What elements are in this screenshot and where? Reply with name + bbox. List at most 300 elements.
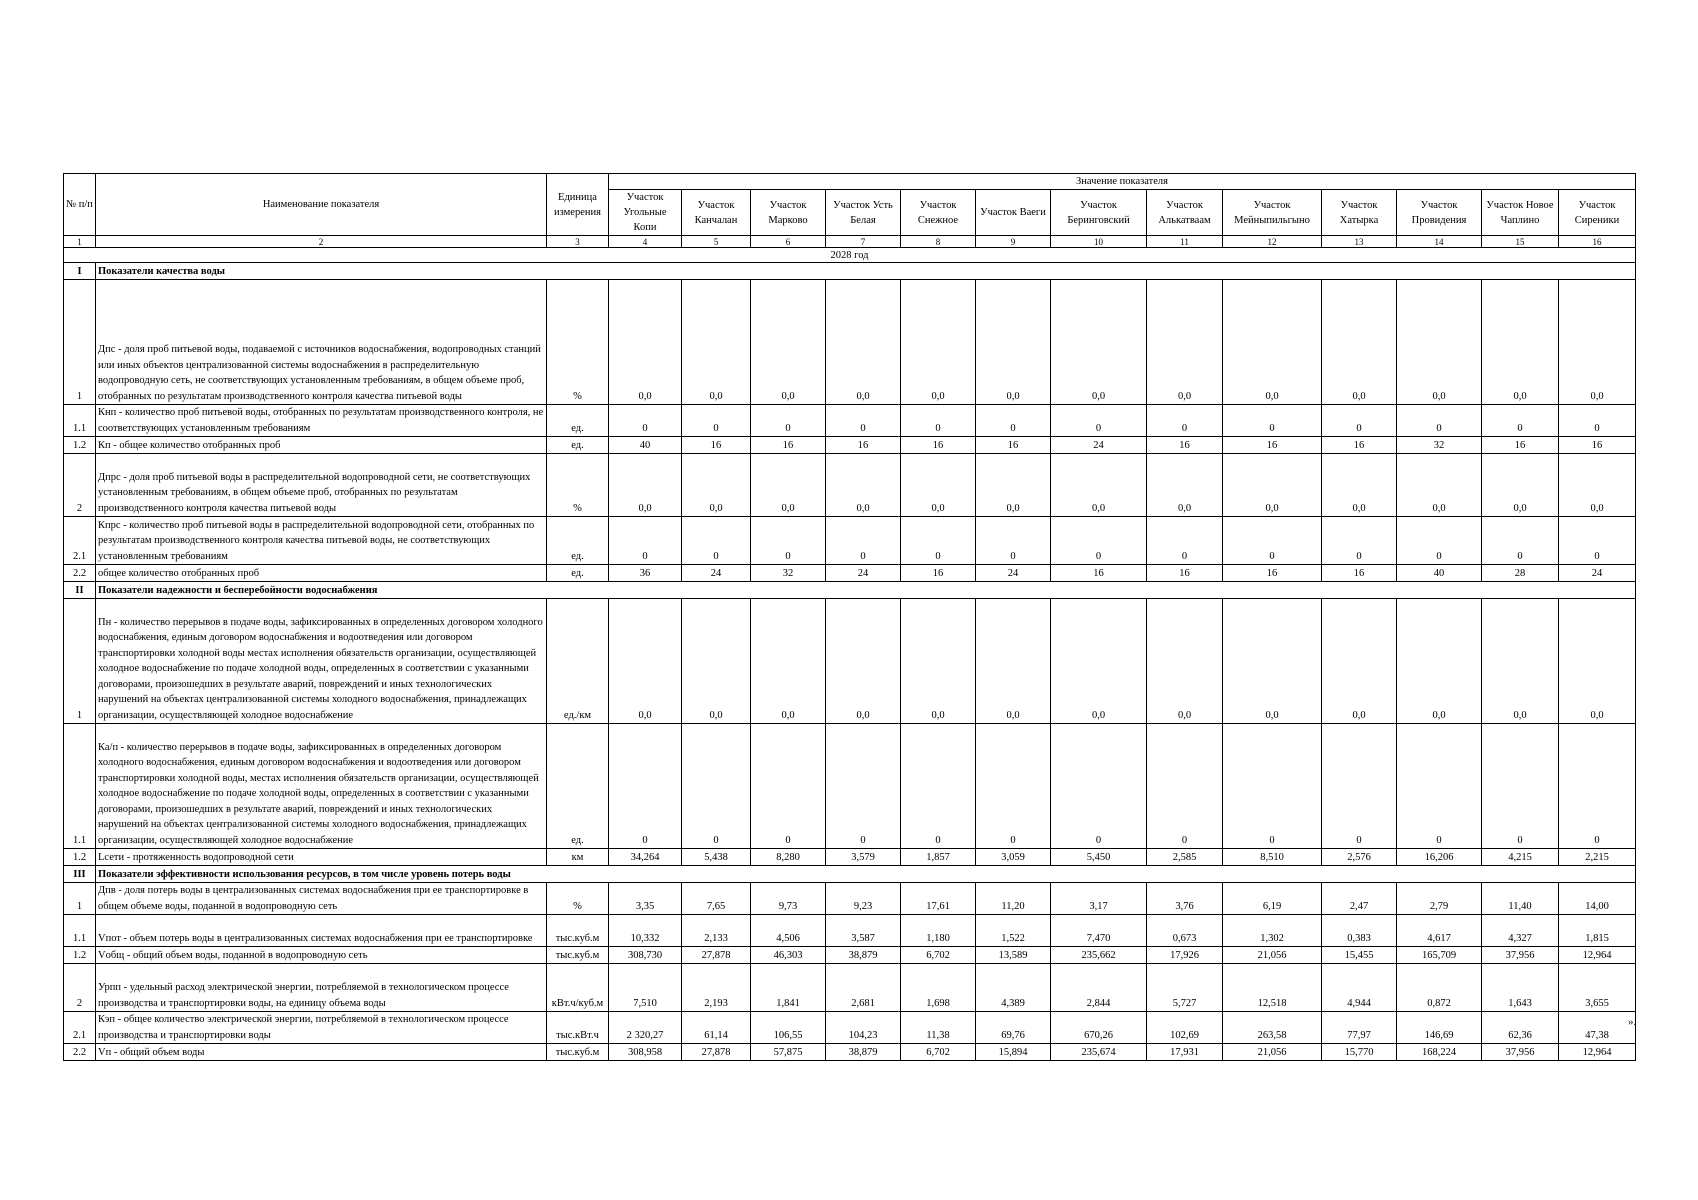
row-number: 1.1 (64, 915, 96, 947)
table-row (64, 883, 1636, 915)
table-row (64, 724, 1636, 849)
value-cell: 11,40 (1482, 883, 1559, 915)
value-cell: 46,303 (751, 947, 826, 964)
value-cell: 1,815 (1559, 915, 1636, 947)
value-cell: 0,0 (1051, 454, 1147, 517)
column-number-7: 7 (826, 236, 901, 248)
value-cell: 7,470 (1051, 915, 1147, 947)
value-cell: 0 (1559, 405, 1636, 437)
value-cell: 16 (1322, 565, 1397, 582)
indicator-name: Дпв - доля потерь воды в централизованных системах водоснабжения при ее транспортировке в общем объеме воды, поданной в водопроводную сеть (96, 883, 547, 915)
table-row (64, 454, 1636, 517)
value-cell: 0,0 (1147, 280, 1223, 405)
value-cell: 308,730 (609, 947, 682, 964)
value-cell: 6,19 (1223, 883, 1322, 915)
section-number: II (64, 582, 96, 599)
value-cell: 3,76 (1147, 883, 1223, 915)
value-cell: 38,879 (826, 947, 901, 964)
value-cell: 0 (901, 517, 976, 565)
value-cell: 2,681 (826, 964, 901, 1012)
indicator-name: Кнп - количество проб питьевой воды, отобранных по результатам производственного контроля, не соответствующих установленным требованиям (96, 405, 547, 437)
value-cell: 12,964 (1559, 1044, 1636, 1061)
value-cell: 17,931 (1147, 1044, 1223, 1061)
value-cell: 32 (751, 565, 826, 582)
value-cell: 16 (901, 437, 976, 454)
table-row (64, 1012, 1636, 1044)
value-cell: 0 (826, 517, 901, 565)
table-row (64, 964, 1636, 1012)
column-number-12: 12 (1223, 236, 1322, 248)
table-row (64, 599, 1636, 724)
row-number: 1 (64, 280, 96, 405)
column-number-1: 1 (64, 236, 96, 248)
value-cell: 0 (1559, 724, 1636, 849)
value-cell: 10,332 (609, 915, 682, 947)
header-area-7: Участок Беринговский (1051, 190, 1147, 236)
value-cell: 9,23 (826, 883, 901, 915)
row-number: 1.2 (64, 947, 96, 964)
section-title: Показатели надежности и бесперебойности водоснабжения (96, 582, 1636, 599)
table-row (64, 1044, 1636, 1061)
row-number: 2 (64, 964, 96, 1012)
value-cell: 0,0 (1482, 280, 1559, 405)
unit-cell: % (547, 454, 609, 517)
value-cell: 7,510 (609, 964, 682, 1012)
header-area-13: Участок Сиреники (1559, 190, 1636, 236)
value-cell: 15,894 (976, 1044, 1051, 1061)
indicator-name: Vобщ - общий объем воды, поданной в водопроводную сеть (96, 947, 547, 964)
year-label: 2028 год (64, 248, 1636, 263)
value-cell: 11,38 (901, 1012, 976, 1044)
value-cell: 0,0 (751, 280, 826, 405)
indicator-name: Кпрс - количество проб питьевой воды в распределительной водопроводной сети, отобранных по результатам производственного контроля качества питьевой воды, не соответствующих установленным требованиям (96, 517, 547, 565)
section-row (64, 263, 1636, 280)
value-cell: 24 (682, 565, 751, 582)
value-cell: 2,193 (682, 964, 751, 1012)
value-cell: 0 (1147, 517, 1223, 565)
value-cell: 37,956 (1482, 947, 1559, 964)
value-cell: 57,875 (751, 1044, 826, 1061)
row-number: 1.2 (64, 849, 96, 866)
value-cell: 17,61 (901, 883, 976, 915)
header-area-8: Участок Алькатваам (1147, 190, 1223, 236)
table-row (64, 517, 1636, 565)
value-cell: 16 (901, 565, 976, 582)
value-cell: 0,0 (976, 280, 1051, 405)
indicator-name: Кэп - общее количество электрической энергии, потребляемой в технологическом процессе производства и транспортировки воды (96, 1012, 547, 1044)
value-cell: 16 (1223, 437, 1322, 454)
value-cell: 235,662 (1051, 947, 1147, 964)
unit-cell: тыс.куб.м (547, 915, 609, 947)
value-cell: 0 (1322, 405, 1397, 437)
value-cell: 16 (1322, 437, 1397, 454)
value-cell: 0 (901, 724, 976, 849)
section-title: Показатели качества воды (96, 263, 1636, 280)
column-number-10: 10 (1051, 236, 1147, 248)
value-cell: 2,576 (1322, 849, 1397, 866)
unit-cell: ед. (547, 724, 609, 849)
value-cell: 0 (1147, 724, 1223, 849)
value-cell: 15,770 (1322, 1044, 1397, 1061)
header-area-10: Участок Хатырка (1322, 190, 1397, 236)
value-cell: 165,709 (1397, 947, 1482, 964)
value-cell: 16 (1147, 437, 1223, 454)
header-value-group: Значение показателя (609, 174, 1636, 190)
value-cell: 7,65 (682, 883, 751, 915)
value-cell: 0 (751, 405, 826, 437)
value-cell: 4,389 (976, 964, 1051, 1012)
value-cell: 28 (1482, 565, 1559, 582)
row-number: 1.1 (64, 405, 96, 437)
unit-cell: % (547, 280, 609, 405)
value-cell: 0,0 (1397, 454, 1482, 517)
unit-cell: кВт.ч/куб.м (547, 964, 609, 1012)
indicator-name: Lсети - протяженность водопроводной сети (96, 849, 547, 866)
value-cell: 0,0 (1223, 280, 1322, 405)
header-name: Наименование показателя (96, 174, 547, 236)
header-area-4: Участок Усть Белая (826, 190, 901, 236)
value-cell: 0,0 (1482, 454, 1559, 517)
value-cell: 3,587 (826, 915, 901, 947)
value-cell: 0,0 (901, 599, 976, 724)
row-number: 2.1 (64, 517, 96, 565)
column-number-15: 15 (1482, 236, 1559, 248)
value-cell: 1,841 (751, 964, 826, 1012)
section-row (64, 866, 1636, 883)
column-number-2: 2 (96, 236, 547, 248)
value-cell: 16 (751, 437, 826, 454)
indicator-name: Дпрс - доля проб питьевой воды в распределительной водопроводной сети, не соответствующих установленным требованиям, в общем объеме проб, отобранных по результатам производственного контроля качества питьевой воды (96, 454, 547, 517)
unit-cell: % (547, 883, 609, 915)
value-cell: 2,215 (1559, 849, 1636, 866)
value-cell: 9,73 (751, 883, 826, 915)
column-number-9: 9 (976, 236, 1051, 248)
header-area-9: Участок Мейныпильгыно (1223, 190, 1322, 236)
value-cell: 670,26 (1051, 1012, 1147, 1044)
value-cell: 32 (1397, 437, 1482, 454)
value-cell: 16 (1223, 565, 1322, 582)
section-number: III (64, 866, 96, 883)
value-cell: 0 (1397, 517, 1482, 565)
table-row (64, 280, 1636, 405)
value-cell: 36 (609, 565, 682, 582)
value-cell: 6,702 (901, 1044, 976, 1061)
value-cell: 2,844 (1051, 964, 1147, 1012)
value-cell: 0 (976, 724, 1051, 849)
value-cell: 235,674 (1051, 1044, 1147, 1061)
value-cell: 8,280 (751, 849, 826, 866)
value-cell: 0 (1322, 517, 1397, 565)
value-cell: 0,0 (826, 454, 901, 517)
column-number-13: 13 (1322, 236, 1397, 248)
section-title: Показатели эффективности использования ресурсов, в том числе уровень потерь воды (96, 866, 1636, 883)
value-cell: 0 (682, 724, 751, 849)
value-cell: 4,215 (1482, 849, 1559, 866)
value-cell: 168,224 (1397, 1044, 1482, 1061)
unit-cell: ед./км (547, 599, 609, 724)
indicator-table (63, 173, 1636, 1061)
indicator-name: Урпп - удельный расход электрической энергии, потребляемой в технологическом процессе производства и транспортировки воды, на единицу объема воды (96, 964, 547, 1012)
value-cell: 0,0 (682, 454, 751, 517)
unit-cell: ед. (547, 565, 609, 582)
value-cell: 3,655 (1559, 964, 1636, 1012)
value-cell: 3,579 (826, 849, 901, 866)
value-cell: 5,450 (1051, 849, 1147, 866)
value-cell: 21,056 (1223, 947, 1322, 964)
column-numbers-row (64, 236, 1636, 248)
value-cell: 21,056 (1223, 1044, 1322, 1061)
value-cell: 8,510 (1223, 849, 1322, 866)
value-cell: 102,69 (1147, 1012, 1223, 1044)
value-cell: 0 (682, 517, 751, 565)
value-cell: 0 (976, 517, 1051, 565)
value-cell: 3,17 (1051, 883, 1147, 915)
header-area-12: Участок Новое Чаплино (1482, 190, 1559, 236)
value-cell: 0 (609, 405, 682, 437)
value-cell: 1,522 (976, 915, 1051, 947)
value-cell: 0 (609, 724, 682, 849)
value-cell: 4,944 (1322, 964, 1397, 1012)
value-cell: 0 (1223, 724, 1322, 849)
value-cell: 16 (826, 437, 901, 454)
value-cell: 16 (682, 437, 751, 454)
value-cell: 2,133 (682, 915, 751, 947)
value-cell: 0,0 (1482, 599, 1559, 724)
value-cell: 308,958 (609, 1044, 682, 1061)
header-unit: Единица измерения (547, 174, 609, 236)
section-row (64, 582, 1636, 599)
value-cell: 5,727 (1147, 964, 1223, 1012)
value-cell: 5,438 (682, 849, 751, 866)
header-area-2: Участок Канчалан (682, 190, 751, 236)
value-cell: 34,264 (609, 849, 682, 866)
value-cell: 4,327 (1482, 915, 1559, 947)
column-number-11: 11 (1147, 236, 1223, 248)
value-cell: 0 (751, 517, 826, 565)
value-cell: 0,0 (609, 280, 682, 405)
row-number: 2.2 (64, 1044, 96, 1061)
value-cell: 0,0 (1397, 599, 1482, 724)
column-number-3: 3 (547, 236, 609, 248)
value-cell: 2,47 (1322, 883, 1397, 915)
value-cell: 0,0 (1559, 280, 1636, 405)
table-row (64, 849, 1636, 866)
value-cell: 1,698 (901, 964, 976, 1012)
unit-cell: км (547, 849, 609, 866)
value-cell: 263,58 (1223, 1012, 1322, 1044)
value-cell: 146,69 (1397, 1012, 1482, 1044)
header-area-1: Участок Угольные Копи (609, 190, 682, 236)
column-number-14: 14 (1397, 236, 1482, 248)
value-cell: 0,0 (1322, 280, 1397, 405)
row-number: 1.1 (64, 724, 96, 849)
table-row (64, 565, 1636, 582)
value-cell: 3,35 (609, 883, 682, 915)
value-cell: 69,76 (976, 1012, 1051, 1044)
value-cell: 0,673 (1147, 915, 1223, 947)
indicator-table-body (64, 174, 1636, 1061)
unit-cell: тыс.куб.м (547, 1044, 609, 1061)
value-cell: 0,0 (976, 599, 1051, 724)
value-cell: 0,0 (1147, 454, 1223, 517)
section-number: I (64, 263, 96, 280)
value-cell: 0,0 (1397, 280, 1482, 405)
value-cell: 61,14 (682, 1012, 751, 1044)
column-number-16: 16 (1559, 236, 1636, 248)
indicator-name: Дпс - доля проб питьевой воды, подаваемой с источников водоснабжения, водопроводных станций или иных объектов централизованной системы водоснабжения в распределительную водопроводную сеть, не соответствующих установленным требованиям, в общем объеме проб, отобранных по результатам производственного контроля качества питьевой воды (96, 280, 547, 405)
value-cell: 0,0 (609, 599, 682, 724)
value-cell: 16 (1482, 437, 1559, 454)
value-cell: 0 (1559, 517, 1636, 565)
value-cell: 0 (1051, 724, 1147, 849)
year-row (64, 248, 1636, 263)
value-cell: 0 (1051, 405, 1147, 437)
value-cell: 17,926 (1147, 947, 1223, 964)
value-cell: 4,617 (1397, 915, 1482, 947)
value-cell: 1,180 (901, 915, 976, 947)
header-area-11: Участок Провидения (1397, 190, 1482, 236)
value-cell: 1,643 (1482, 964, 1559, 1012)
value-cell: 0,0 (1322, 454, 1397, 517)
value-cell: 16 (976, 437, 1051, 454)
value-cell: 0,0 (682, 280, 751, 405)
value-cell: 6,702 (901, 947, 976, 964)
value-cell: 2 320,27 (609, 1012, 682, 1044)
column-number-4: 4 (609, 236, 682, 248)
value-cell: 0 (976, 405, 1051, 437)
value-cell: 24 (976, 565, 1051, 582)
value-cell: 0,0 (1223, 454, 1322, 517)
value-cell: 14,00 (1559, 883, 1636, 915)
value-cell: 0 (1322, 724, 1397, 849)
unit-cell: ед. (547, 437, 609, 454)
value-cell: 15,455 (1322, 947, 1397, 964)
value-cell: 0,0 (1559, 454, 1636, 517)
header-area-5: Участок Снежное (901, 190, 976, 236)
row-number: 1.2 (64, 437, 96, 454)
value-cell: 0,872 (1397, 964, 1482, 1012)
value-cell: 0,0 (901, 280, 976, 405)
value-cell: 106,55 (751, 1012, 826, 1044)
value-cell: 0,0 (1223, 599, 1322, 724)
indicator-name: Пн - количество перерывов в подаче воды, зафиксированных в определенных договором холодного водоснабжения, единым договором водоснабжения и водоотведения или договором транспортировки холодной воды местах исполнения обязательств организации, осуществляющей холодное водоснабжение по подаче холодной воды, определенных в соответствии с указанными договорами, произошедших в результате аварий, повреждений и иных технологических нарушений на объектах централизованной системы холодного водоснабжения, принадлежащих организации, осуществляющей холодное водоснабжение (96, 599, 547, 724)
value-cell: 62,36 (1482, 1012, 1559, 1044)
value-cell: 0,0 (1051, 280, 1147, 405)
value-cell: 0 (1397, 405, 1482, 437)
header-area-6: Участок Ваеги (976, 190, 1051, 236)
unit-cell: ед. (547, 517, 609, 565)
value-cell: 0 (1147, 405, 1223, 437)
value-cell: 0 (826, 724, 901, 849)
row-number: 2.1 (64, 1012, 96, 1044)
value-cell: 13,589 (976, 947, 1051, 964)
value-cell: 0,0 (976, 454, 1051, 517)
value-cell: 4,506 (751, 915, 826, 947)
indicator-name: Vп - общий объем воды (96, 1044, 547, 1061)
value-cell: 0 (1482, 405, 1559, 437)
value-cell: 0,0 (826, 280, 901, 405)
value-cell: 0 (1223, 517, 1322, 565)
value-cell: 77,97 (1322, 1012, 1397, 1044)
table-row (64, 405, 1636, 437)
unit-cell: тыс.кВт.ч (547, 1012, 609, 1044)
value-cell: 1,302 (1223, 915, 1322, 947)
column-number-6: 6 (751, 236, 826, 248)
table-row (64, 947, 1636, 964)
unit-cell: тыс.куб.м (547, 947, 609, 964)
value-cell: 40 (1397, 565, 1482, 582)
indicator-table-sheet (63, 173, 1636, 1061)
column-number-5: 5 (682, 236, 751, 248)
header-area-3: Участок Марково (751, 190, 826, 236)
indicator-name: Ка/п - количество перерывов в подаче воды, зафиксированных в определенных договором холодного водоснабжения, единым договором водоснабжения и водоотведения или договором транспортировки холодной воды, местах исполнения обязательств организации, осуществляющей холодное водоснабжение по подаче холодной воды, определенных в соответствии с указанными договорами, произошедших в результате аварий, повреждений и иных технологических нарушений на объектах централизованной системы холодного водоснабжения, принадлежащих организации, осуществляющей холодное водоснабжение (96, 724, 547, 849)
row-number: 1 (64, 883, 96, 915)
indicator-name: Кп - общее количество отобранных проб (96, 437, 547, 454)
value-cell: 0,0 (1051, 599, 1147, 724)
unit-cell: ед. (547, 405, 609, 437)
value-cell: 24 (826, 565, 901, 582)
table-row (64, 437, 1636, 454)
value-cell: 0,0 (682, 599, 751, 724)
value-cell: 0,0 (751, 454, 826, 517)
value-cell: 47,38 (1559, 1012, 1636, 1044)
value-cell: 0 (1223, 405, 1322, 437)
value-cell: 0 (826, 405, 901, 437)
value-cell: 12,964 (1559, 947, 1636, 964)
value-cell: 0 (682, 405, 751, 437)
value-cell: 0 (1482, 724, 1559, 849)
value-cell: 24 (1559, 565, 1636, 582)
value-cell: 16,206 (1397, 849, 1482, 866)
value-cell: 0,0 (826, 599, 901, 724)
value-cell: 16 (1559, 437, 1636, 454)
value-cell: 0,0 (609, 454, 682, 517)
value-cell: 3,059 (976, 849, 1051, 866)
value-cell: 0,0 (901, 454, 976, 517)
table-row (64, 915, 1636, 947)
header-no: № п/п (64, 174, 96, 236)
value-cell: 27,878 (682, 1044, 751, 1061)
value-cell: 104,23 (826, 1012, 901, 1044)
value-cell: 27,878 (682, 947, 751, 964)
row-number: 2.2 (64, 565, 96, 582)
column-number-8: 8 (901, 236, 976, 248)
value-cell: 1,857 (901, 849, 976, 866)
header-row-top (64, 174, 1636, 190)
indicator-name: общее количество отобранных проб (96, 565, 547, 582)
value-cell: 12,518 (1223, 964, 1322, 1012)
value-cell: 0,0 (1559, 599, 1636, 724)
value-cell: 38,879 (826, 1044, 901, 1061)
value-cell: 37,956 (1482, 1044, 1559, 1061)
row-number: 1 (64, 599, 96, 724)
row-number: 2 (64, 454, 96, 517)
value-cell: 40 (609, 437, 682, 454)
value-cell: 0,0 (1147, 599, 1223, 724)
value-cell: 0,383 (1322, 915, 1397, 947)
value-cell: 0 (751, 724, 826, 849)
value-cell: 0 (1482, 517, 1559, 565)
value-cell: 2,79 (1397, 883, 1482, 915)
value-cell: 0,0 (1322, 599, 1397, 724)
value-cell: 0 (609, 517, 682, 565)
indicator-name: Vпот - объем потерь воды в централизованных системах водоснабжения при ее транспортировке (96, 915, 547, 947)
value-cell: 0 (1397, 724, 1482, 849)
value-cell: 16 (1051, 565, 1147, 582)
value-cell: 24 (1051, 437, 1147, 454)
value-cell: 0,0 (751, 599, 826, 724)
value-cell: 11,20 (976, 883, 1051, 915)
